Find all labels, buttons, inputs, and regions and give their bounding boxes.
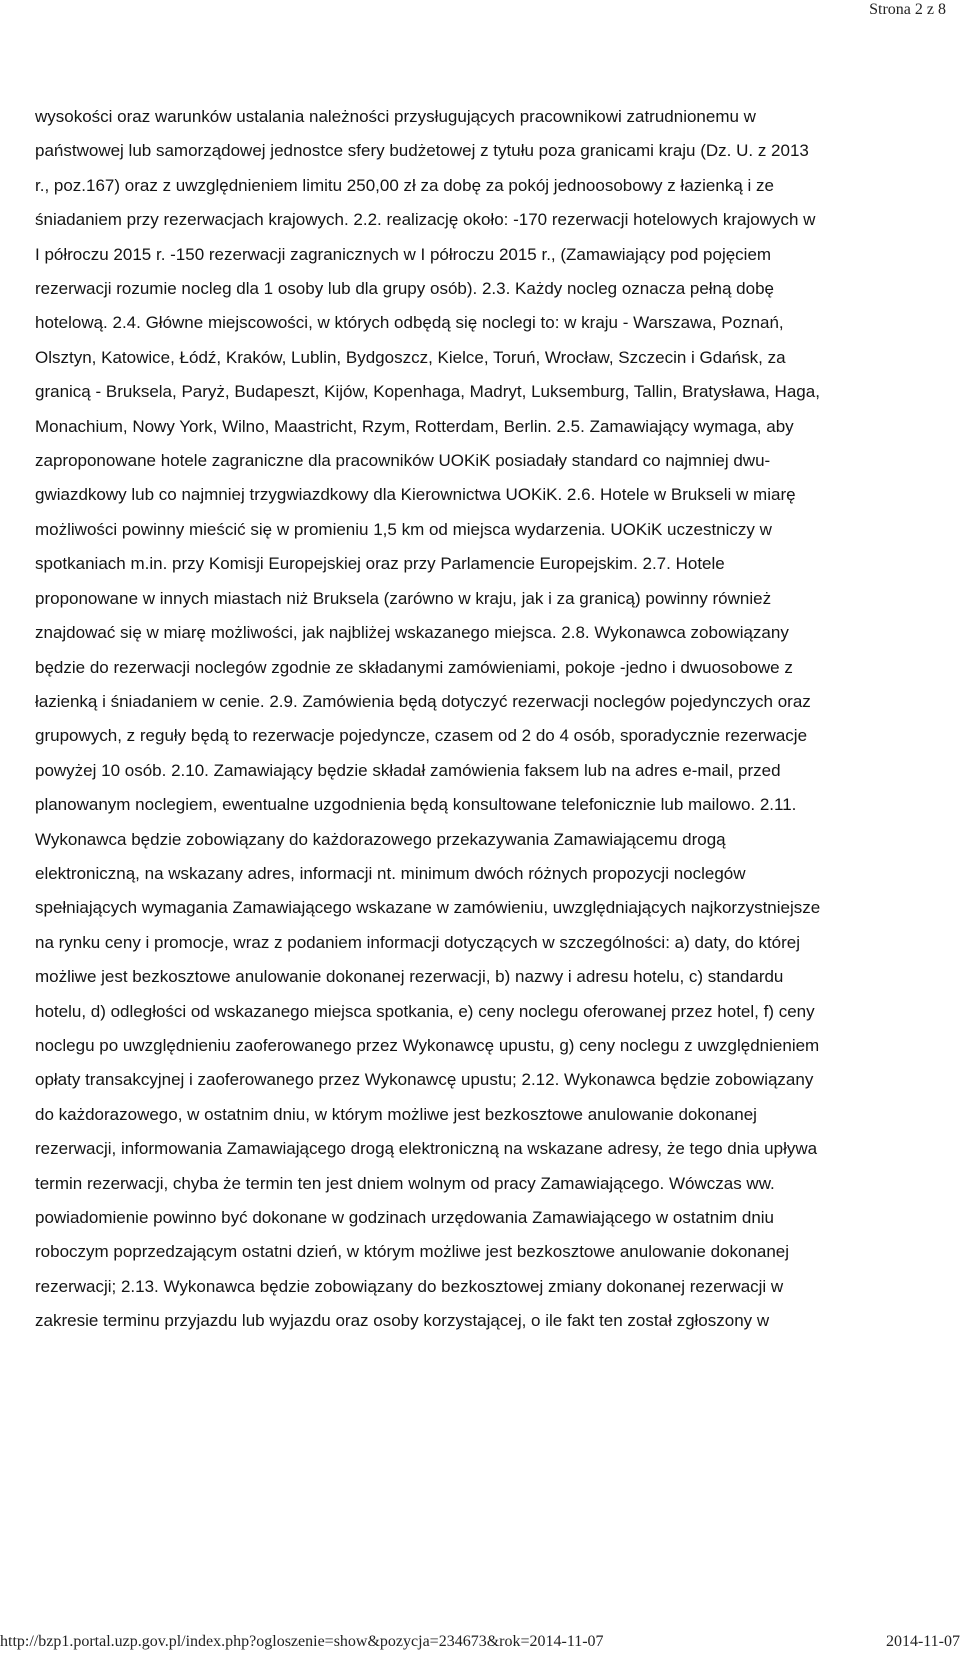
text-line: powiadomienie powinno być dokonane w godzinach urzędowania Zamawiającego w ostatnim dniu xyxy=(35,1208,775,1227)
text-line: Monachium, Nowy York, Wilno, Maastricht, Rzym, Rotterdam, Berlin. 2.5. Zamawiający wymaga, aby xyxy=(35,416,794,436)
text-line: śniadaniem przy rezerwacjach krajowych. 2.2. realizację około: -170 rezerwacji hotelowych krajowych w xyxy=(35,210,816,230)
text-line: do każdorazowego, w ostatnim dniu, w którym możliwe jest bezkosztowe anulowanie dokonanej xyxy=(35,1104,757,1124)
page-number: Strona 2 z 8 xyxy=(869,1,946,18)
footer-date: 2014-11-07 xyxy=(885,1633,960,1650)
text-line: możliwości powinny mieścić się w promieniu 1,5 km od miejsca wydarzenia. UOKiK uczestniczy w xyxy=(35,519,772,539)
text-line: noclegu po uwzględnieniu zaoferowanego przez Wykonawcę upustu, g) ceny noclegu z uwzględnieniem xyxy=(35,1035,820,1055)
text-line: na rynku ceny i promocje, wraz z podaniem informacji dotyczących w szczególności: a) daty, do której xyxy=(35,932,801,952)
text-line: hotelu, d) odległości od wskazanego miejsca spotkania, e) ceny noclegu oferowanej przez hotel, f) ceny xyxy=(35,1001,815,1021)
text-line: Olsztyn, Katowice, Łódź, Kraków, Lublin, Bydgoszcz, Kielce, Toruń, Wrocław, Szczecin i Gdańsk, za xyxy=(35,347,786,367)
text-line: proponowane w innych miastach niż Bruksela (zarówno w kraju, jak i za granicą) powinny również xyxy=(35,588,772,608)
text-line: termin rezerwacji, chyba że termin ten jest dniem wolnym od pracy Zamawiającego. Wówczas ww. xyxy=(35,1173,775,1193)
text-line: będzie do rezerwacji noclegów zgodnie ze składanymi zamówieniami, pokoje -jedno i dwuosobowe z xyxy=(35,657,793,677)
text-line: hotelową. 2.4. Główne miejscowości, w których odbędą się noclegi to: w kraju - Warszawa, Poznań, xyxy=(35,313,784,333)
text-line: powyżej 10 osób. 2.10. Zamawiający będzie składał zamówienia faksem lub na adres e-mail, przed xyxy=(35,760,781,780)
text-line: zaproponowane hotele zagraniczne dla pracowników UOKiK posiadały standard co najmniej dwu- xyxy=(35,451,771,471)
text-line: znajdować się w miarę możliwości, jak najbliżej wskazanego miejsca. 2.8. Wykonawca zobowiązany xyxy=(35,623,789,643)
text-line: I półroczu 2015 r. -150 rezerwacji zagranicznych w I półroczu 2015 r., (Zamawiający pod pojęciem xyxy=(35,244,772,264)
text-line: r., poz.167) oraz z uwzględnieniem limitu 250,00 zł za dobę za pokój jednoosobowy z łazienką i ze xyxy=(35,175,774,195)
text-line: opłaty transakcyjnej i zaoferowanego przez Wykonawcę upustu; 2.12. Wykonawca będzie zobowiązany xyxy=(35,1070,814,1090)
text-line: rezerwacji rozumie nocleg dla 1 osoby lub dla grupy osób). 2.3. Każdy nocleg oznacza pełną dobę xyxy=(35,279,775,299)
text-line: możliwe jest bezkosztowe anulowanie dokonanej rezerwacji, b) nazwy i adresu hotelu, c) standardu xyxy=(35,967,784,987)
text-line: państwowej lub samorządowej jednostce sfery budżetowej z tytułu poza granicami kraju (Dz. U. z 2013 xyxy=(35,141,809,161)
text-line: spełniających wymagania Zamawiającego wskazane w zamówieniu, uwzględniających najkorzystniejsze xyxy=(35,898,821,918)
text-line: spotkaniach m.in. przy Komisji Europejskiej oraz przy Parlamencie Europejskim. 2.7. Hotele xyxy=(35,554,725,574)
text-line: grupowych, z reguły będą to rezerwacje pojedyncze, czasem od 2 do 4 osób, sporadycznie rezerwacje xyxy=(35,726,808,746)
footer-url: http://bzp1.portal.uzp.gov.pl/index.php?ogloszenie=show&pozycja=234673&rok=2014-11-07 xyxy=(0,1633,604,1650)
text-line: gwiazdkowy lub co najmniej trzygwiazdkowy dla Kierownictwa UOKiK. 2.6. Hotele w Brukseli w miarę xyxy=(35,485,796,505)
text-line: rezerwacji; 2.13. Wykonawca będzie zobowiązany do bezkosztowej zmiany dokonanej rezerwacji w xyxy=(35,1276,784,1296)
text-line: planowanym noclegiem, ewentualne uzgodnienia będą konsultowane telefonicznie lub mailowo. 2.11. xyxy=(35,795,797,815)
text-line: elektroniczną, na wskazany adres, informacji nt. minimum dwóch różnych propozycji noclegów xyxy=(35,863,746,883)
text-line: łazienką i śniadaniem w cenie. 2.9. Zamówienia będą dotyczyć rezerwacji noclegów pojedynczych oraz xyxy=(35,691,811,711)
document-body xyxy=(35,100,935,1339)
text-line: granicą - Bruksela, Paryż, Budapeszt, Kijów, Kopenhaga, Madryt, Luksemburg, Tallin, Bratysława, Haga, xyxy=(35,382,820,402)
page-footer xyxy=(0,1630,960,1654)
text-line: zakresie terminu przyjazdu lub wyjazdu oraz osoby korzystającej, o ile fakt ten został zgłoszony w xyxy=(35,1311,770,1331)
text-line: roboczym poprzedzającym ostatni dzień, w którym możliwe jest bezkosztowe anulowanie dokonanej xyxy=(35,1242,790,1262)
text-line: Wykonawca będzie zobowiązany do każdorazowego przekazywania Zamawiającemu drogą xyxy=(35,829,726,849)
text-line: wysokości oraz warunków ustalania należności przysługujących pracownikowi zatrudnionemu w xyxy=(35,107,756,126)
text-line: rezerwacji, informowania Zamawiającego drogą elektroniczną na wskazane adresy, że tego dnia upływa xyxy=(35,1139,818,1159)
